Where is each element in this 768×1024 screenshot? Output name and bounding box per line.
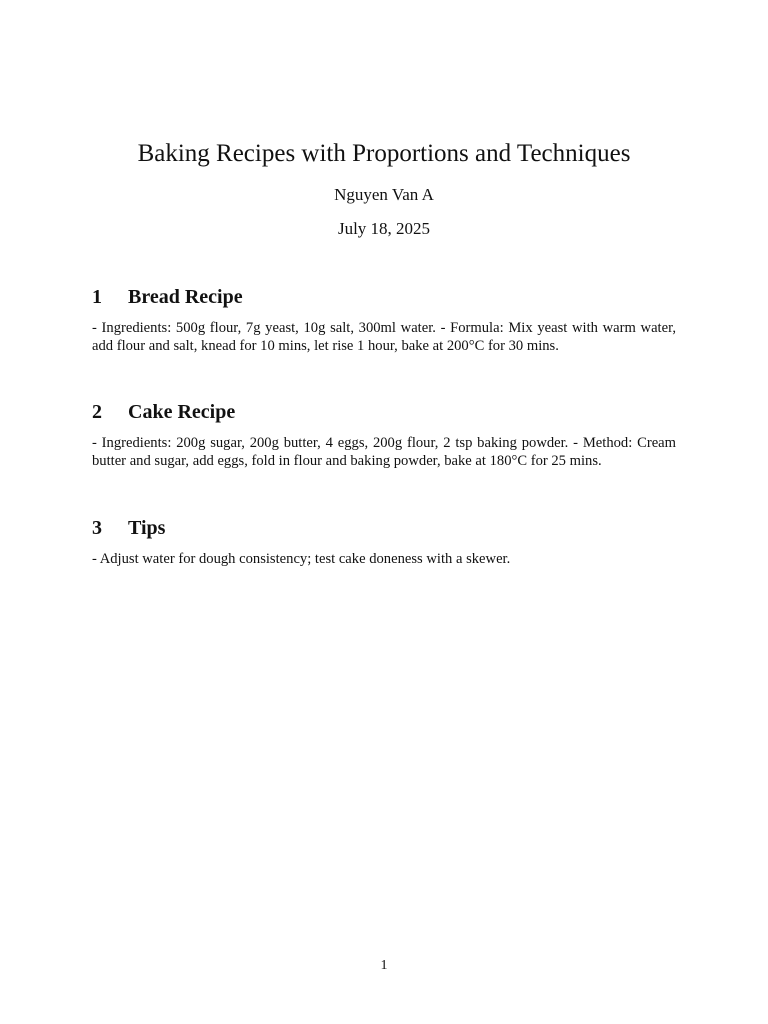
section-number: 1 xyxy=(92,286,102,308)
section-body: - Ingredients: 500g flour, 7g yeast, 10g salt, 300ml water. - Formula: Mix yeast with warm water, add flour and salt, knead for 10 mins, let rise 1 hour, bake at 200°C for 30 mins. xyxy=(92,320,676,354)
section-cake-recipe xyxy=(92,399,676,485)
document-date: July 18, 2025 xyxy=(337,219,431,238)
section-title: Tips xyxy=(128,517,166,539)
document-title: Baking Recipes with Proportions and Techniques xyxy=(137,140,631,167)
section-number: 3 xyxy=(92,517,102,539)
section-body: - Adjust water for dough consistency; test cake doneness with a skewer. xyxy=(92,551,511,567)
page-number: 1 xyxy=(380,958,388,973)
section-heading xyxy=(92,284,676,310)
section-bread-recipe xyxy=(92,284,676,370)
section-title: Bread Recipe xyxy=(128,286,243,308)
section-heading xyxy=(92,515,676,541)
title-block xyxy=(0,138,768,240)
document-author: Nguyen Van A xyxy=(334,185,434,204)
section-tips xyxy=(92,515,676,583)
section-number: 2 xyxy=(92,401,102,423)
section-title: Cake Recipe xyxy=(128,401,236,423)
section-heading xyxy=(92,399,676,425)
section-body: - Ingredients: 200g sugar, 200g butter, 4 eggs, 200g flour, 2 tsp baking powder. - Method: Cream butter and sugar, add eggs, fold in flour and baking powder, bake at 180°C for 25 mins. xyxy=(92,435,676,469)
